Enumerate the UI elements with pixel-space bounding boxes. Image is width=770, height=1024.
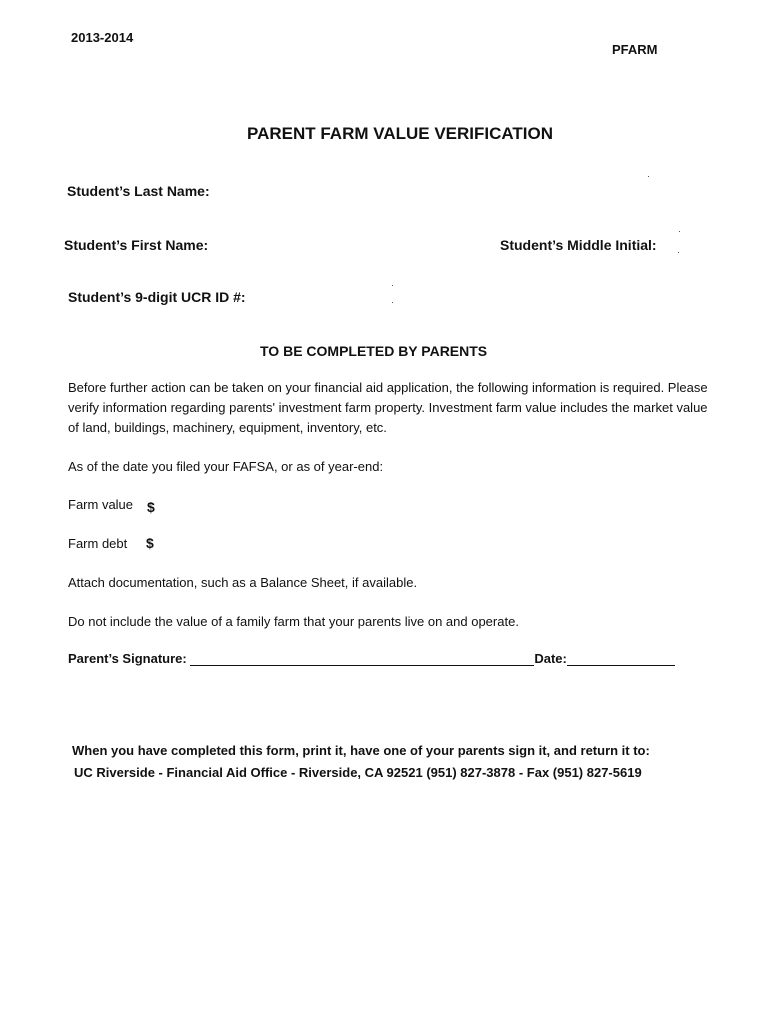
student-ucr-id-label: Student’s 9-digit UCR ID #:: [68, 289, 246, 305]
student-last-name-label: Student’s Last Name:: [67, 183, 210, 199]
return-instruction: When you have completed this form, print it, have one of your parents sign it, and return it to:: [72, 743, 650, 758]
signature-row: [68, 651, 675, 666]
field-marker: [392, 285, 393, 286]
date-label: Date:: [534, 651, 567, 666]
page-title: PARENT FARM VALUE VERIFICATION: [247, 124, 553, 143]
farm-debt-row: [68, 534, 127, 554]
field-marker: [392, 302, 393, 303]
form-code: PFARM: [612, 42, 658, 57]
farm-debt-label: Farm debt: [68, 536, 128, 551]
date-line[interactable]: [567, 651, 675, 666]
as-of-text: As of the date you filed your FAFSA, or as of year-end:: [68, 459, 384, 474]
signature-label: Parent’s Signature:: [68, 651, 187, 666]
farm-debt-currency: $: [146, 535, 154, 551]
farm-value-label: Farm value: [68, 497, 134, 512]
attach-text: Attach documentation, such as a Balance Sheet, if available.: [68, 575, 418, 590]
school-year: 2013-2014: [71, 30, 134, 45]
student-first-name-label: Student’s First Name:: [64, 237, 209, 253]
exclude-text: Do not include the value of a family farm that your parents live on and operate.: [68, 614, 519, 629]
field-marker: [648, 176, 649, 177]
intro-paragraph: Before further action can be taken on your financial aid application, the following information is required. Please verify information regarding parents' investment farm property. Investment farm value includes the market value of land, buildings, machinery, equipment, inventory, etc.: [68, 380, 708, 435]
field-marker: [679, 231, 680, 232]
signature-line[interactable]: [190, 651, 534, 666]
farm-value-row: [68, 495, 133, 515]
office-address: UC Riverside - Financial Aid Office - Riverside, CA 92521 (951) 827-3878 - Fax (951) 827-5619: [74, 765, 642, 780]
farm-value-currency: $: [147, 499, 155, 515]
field-marker: [678, 252, 679, 253]
student-middle-initial-label: Student’s Middle Initial:: [500, 237, 657, 253]
section-heading: TO BE COMPLETED BY PARENTS: [260, 343, 488, 359]
